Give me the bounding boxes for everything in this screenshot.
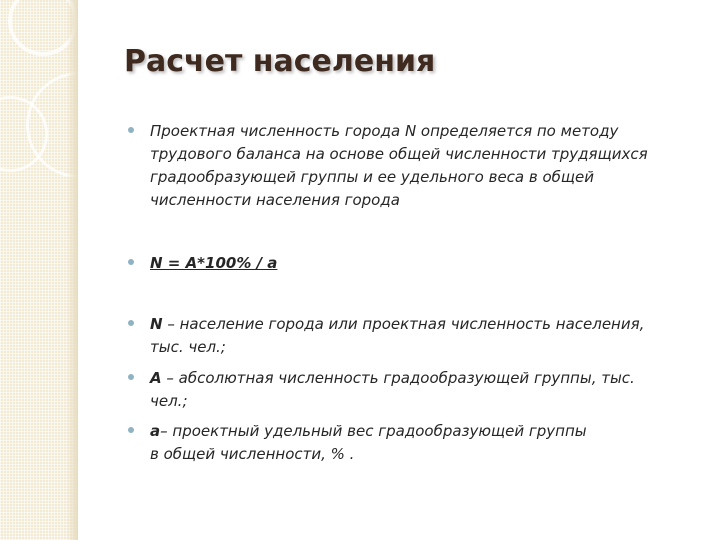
formula <box>150 252 690 275</box>
bullet-dot-icon <box>128 259 134 265</box>
term-label: a <box>150 422 161 440</box>
term-label: А <box>150 369 162 387</box>
term-label: N <box>150 315 163 333</box>
bullet-text: Проектная численность города N определяется по методу трудового баланса на основе общей численности трудящихся градообразующей группы и ее удельного веса в общей численности населения города <box>150 122 648 209</box>
definition-text: – население города или проектная численность населения, тыс. чел.; <box>150 315 645 356</box>
decorative-side-band <box>0 0 78 540</box>
definition-text: – абсолютная численность градообразующей группы, тыс. чел.; <box>150 369 635 410</box>
definition-a-absolute <box>150 367 690 413</box>
formula-text: N = A*100% / a <box>150 254 278 272</box>
bullet-dot-icon <box>128 127 134 133</box>
bullet-dot-icon <box>128 320 134 326</box>
definition-n <box>150 313 690 359</box>
side-band-shadow <box>66 0 78 540</box>
definition-a-share <box>150 420 690 466</box>
bullet-dot-icon <box>128 374 134 380</box>
bullet-dot-icon <box>128 427 134 433</box>
slide-title: Расчет населения <box>124 44 436 79</box>
definition-text: – проектный удельный вес градообразующей группы в общей численности, % . <box>150 422 587 463</box>
